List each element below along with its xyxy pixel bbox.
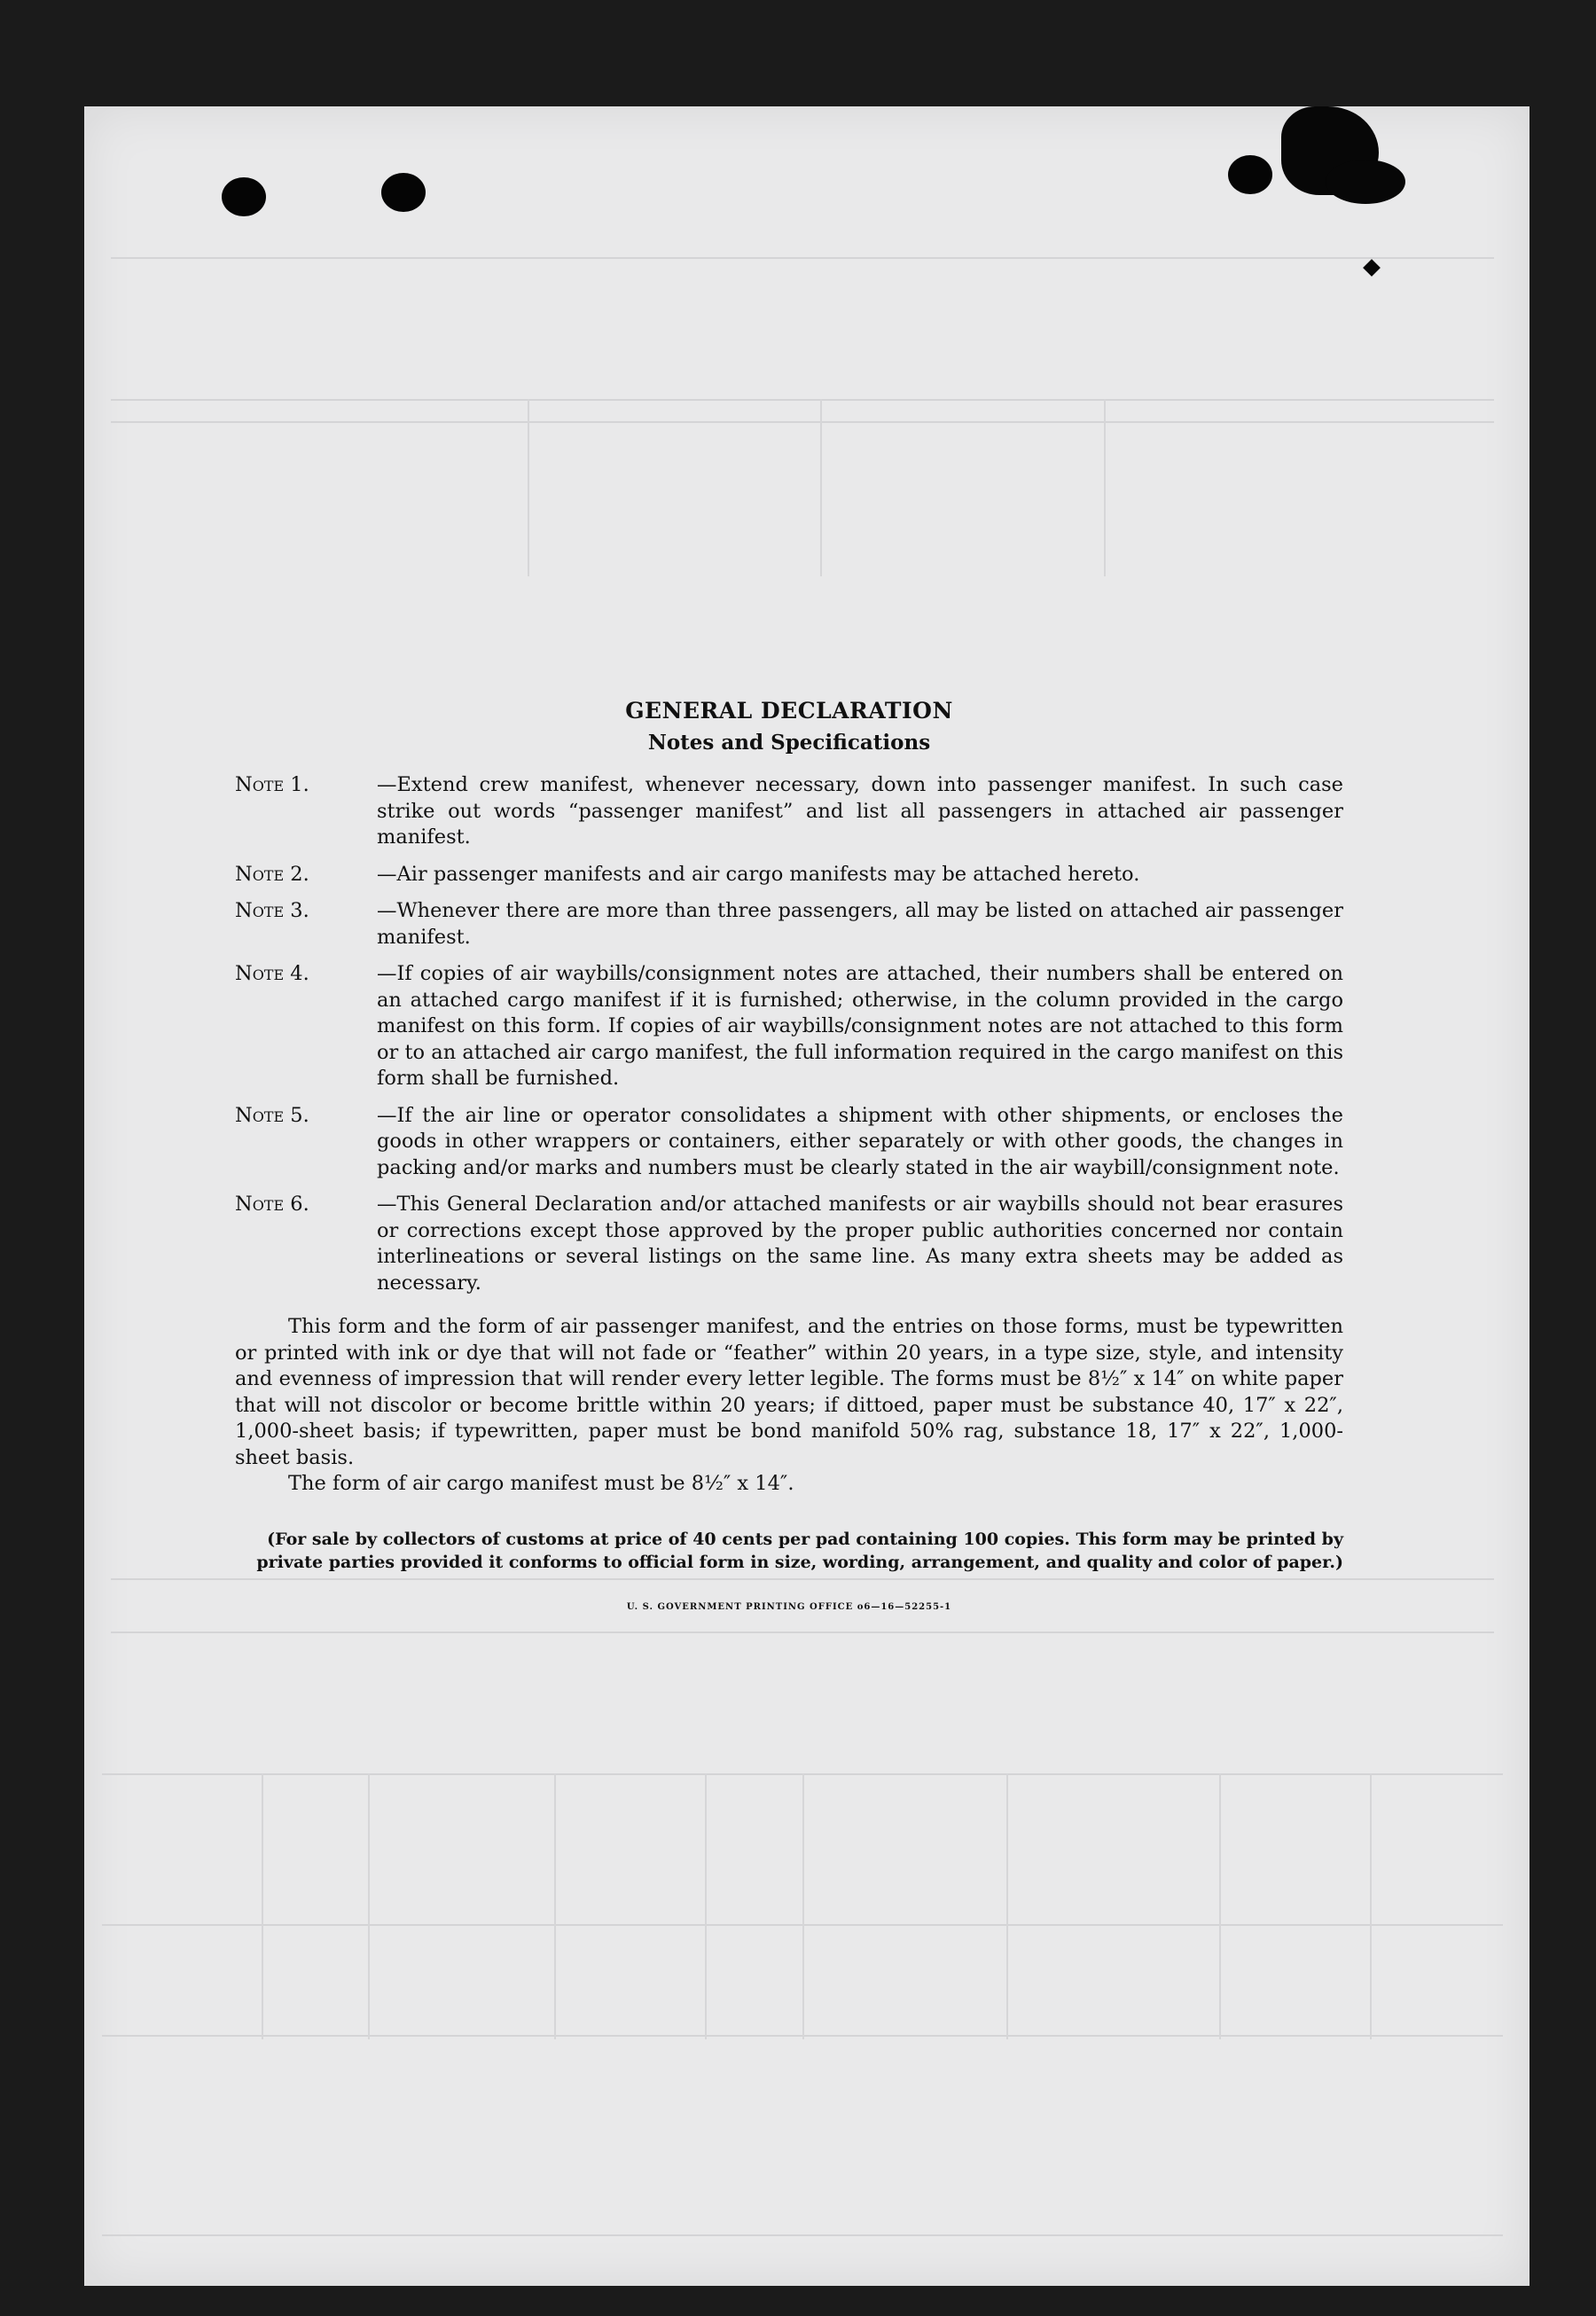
punch-hole [381,173,426,212]
sale-note: (For sale by collectors of customs at price of 40 cents per pad containing 100 copies. This form may be printed by private parties provided it conforms to official form in size, wording, arrangement, and quality and color of paper.) [256,1529,1343,1572]
ink-stain [1326,160,1405,204]
note-text: —Whenever there are more than three passengers, all may be listed on attached air passenger manifest. [377,899,1343,949]
specifications-paragraph [235,1314,1343,1498]
note-text: —Air passenger manifests and air cargo manifests may be attached hereto. [377,862,1140,886]
note-text: —Extend crew manifest, whenever necessary, down into passenger manifest. In such case strike out words “passenger manifest” and list all passengers in attached air passenger manifest. [377,773,1343,849]
note-text: —This General Declaration and/or attached manifests or air waybills should not bear erasures or corrections except those approved by the proper public authorities concerned nor contain interlineations or several listings on the same line. As many extra sheets may be added as necessary. [377,1193,1343,1295]
note-4 [235,961,1343,1092]
note-label: Note 3. [235,899,309,922]
notes-and-specifications [235,698,1343,1612]
note-label: Note 2. [235,862,309,886]
note-5 [235,1103,1343,1182]
document-subtitle: Notes and Specifications [647,731,931,755]
punch-hole [1228,155,1272,194]
note-1 [235,772,1343,851]
note-label: Note 1. [235,773,309,796]
cargo-manifest-size-text: The form of air cargo manifest must be 8½″ x 14″. [288,1472,794,1495]
note-label: Note 5. [235,1103,309,1127]
paper-requirements-text: This form and the form of air passenger manifest, and the entries on those forms, must be typewritten or printed with ink or dye that will not fade or “feather” within 20 years, in a type size, style, and intensity and evenness of impression that will render every letter legible. The forms must be 8½″ x 14″ on white paper that will not discolor or become brittle within 20 years; if dittoed, paper must be substance 40, 17″ x 22″, 1,000-sheet basis; if typewritten, paper must be bond manifold 50% rag, substance 18, 17″ x 22″, 1,000-sheet basis. [235,1315,1343,1469]
note-text: —If copies of air waybills/consignment notes are attached, their numbers shall be entered on an attached cargo manifest if it is furnished; otherwise, in the column provided in the cargo manifest on this form. If copies of air waybills/consignment notes are not attached to this form or to an attached air cargo manifest, the full information required in the cargo manifest on this form shall be furnished. [377,962,1343,1090]
note-text: —If the air line or operator consolidates a shipment with other shipments, or encloses the goods in other wrappers or containers, either separately or with other goods, the changes in packing and/or marks and numbers must be clearly stated in the air waybill/consignment note. [377,1103,1343,1179]
note-6 [235,1192,1343,1296]
note-2 [235,862,1343,888]
note-3 [235,898,1343,951]
note-label: Note 6. [235,1193,309,1216]
note-label: Note 4. [235,962,309,985]
document-title: GENERAL DECLARATION [625,698,953,724]
printer-imprint: U. S. GOVERNMENT PRINTING OFFICE o6—16—52255-1 [626,1601,952,1612]
ink-stain [1363,259,1381,277]
punch-hole [222,177,266,216]
